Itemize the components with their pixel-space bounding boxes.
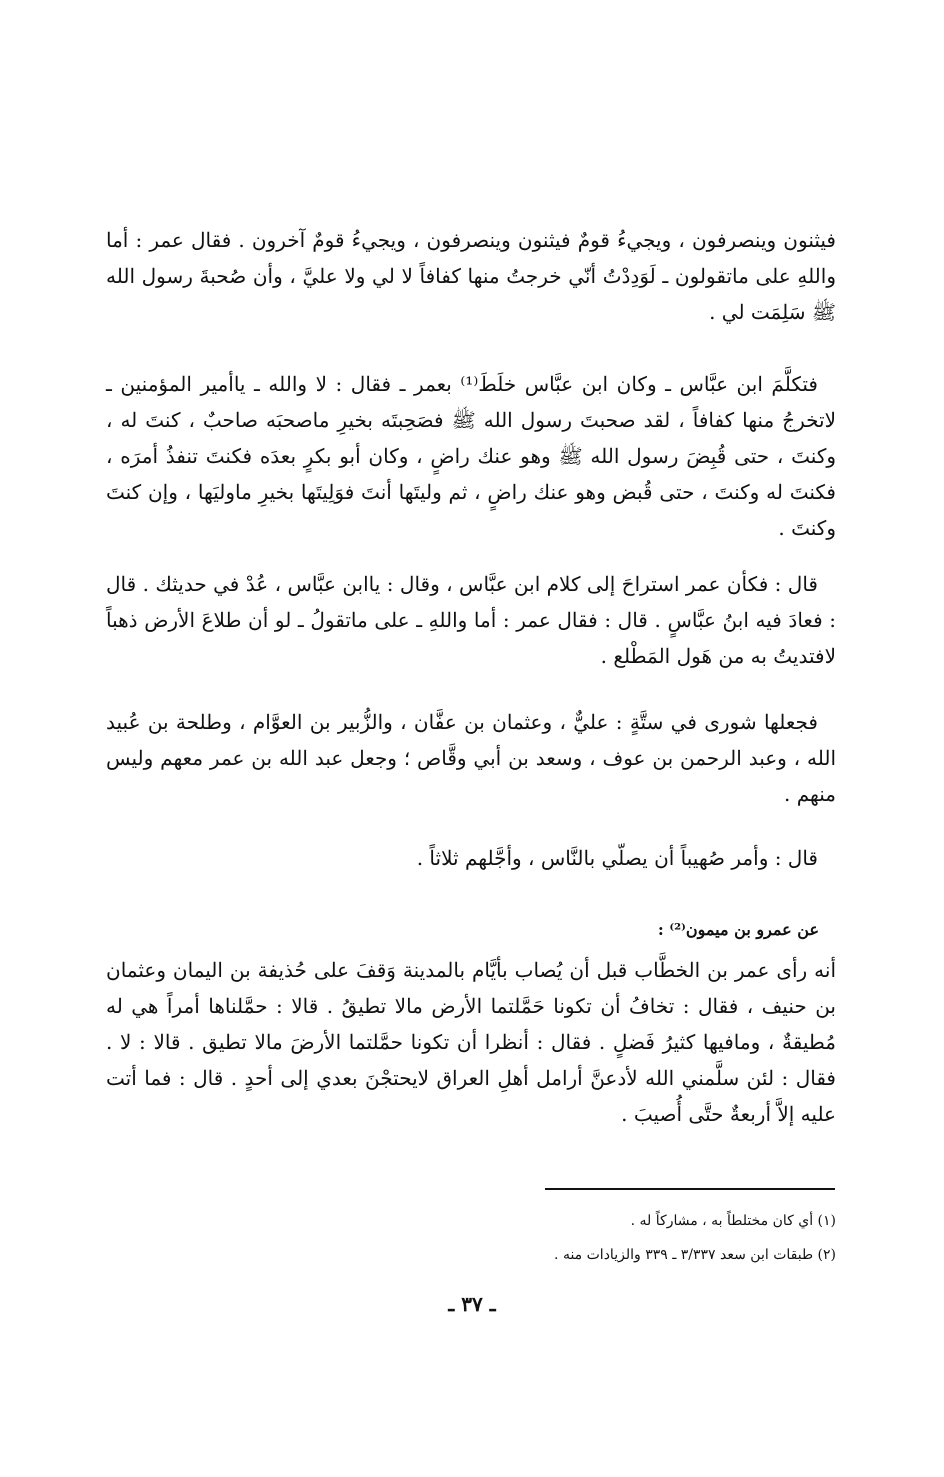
paragraph-3: قال : فكأن عمر استراحَ إلى كلام ابن عبَّاس ، وقال : ياابن عبَّاس ، عُدْ في حديثك . قال : فعادَ فيه ابنُ عبَّاسٍ . قال : فقال عمر : أما واللهِ ـ على ماتقولُ ـ لو أن طلاعَ الأرض ذهباً لافتديتُ به من هَول المَطْلع . <box>106 572 836 668</box>
footnote-divider <box>545 1188 835 1190</box>
footnote-1: (١) أي كان مختلطاً به ، مشاركاً له . <box>630 1213 836 1229</box>
section-heading: عن عمرو بن ميمون⁽²⁾ : <box>657 920 819 939</box>
main-text <box>106 222 836 330</box>
footnote-2: (٢) طبقات ابن سعد ٣/٣٣٧ ـ ٣٣٩ والزيادات منه . <box>554 1247 836 1263</box>
main-text-5 <box>106 840 836 876</box>
main-text-3 <box>106 566 836 674</box>
paragraph-1: فيثنون وينصرفون ، ويجيءُ قومٌ فيثنون وينصرفون ، ويجيءُ قومٌ آخرون . فقال عمر : أما واللهِ على ماتقولون ـ لَوَدِدْتُ أنّي خرجتُ منها كفافاً لا لي ولا عليَّ ، وأن صُحبةَ رسول الله ﷺ سَلِمَت لي . <box>106 228 836 324</box>
main-text-4 <box>106 704 836 812</box>
main-text-2 <box>106 366 836 546</box>
main-text-6 <box>106 952 836 1132</box>
paragraph-4: فجعلها شورى في ستَّةٍ : عليٌّ ، وعثمان بن عفَّان ، والزُّبير بن العوَّام ، وطلحة بن عُبيد الله ، وعبد الرحمن بن عوف ، وسعد بن أبي وقَّاص ؛ وجعل عبد الله بن عمر معهم وليس منهم . <box>106 710 836 806</box>
page-number: ـ ٣٧ ـ <box>448 1292 496 1316</box>
final-paragraph: أنه رأى عمر بن الخطَّاب قبل أن يُصاب بأيَّام بالمدينة وَقفَ على حُذيفة بن اليمان وعثمان بن حنيف ، فقال : تخافُ أن تكونا حَمَّلتما الأرض مالا تطيقُ . قالا : حمَّلناها أمراً هي له مُطيقةٌ ، ومافيها كثيرُ فَضلٍ . فقال : أنظرا أن تكونا حمَّلتما الأرضَ مالا تطيق . قالا : لا . فقال : لئن سلَّمني الله لأدعنَّ أرامل أهلِ العراق لايحتجْنَ بعدي إلى أحدٍ . قال : فما أتت عليه إلاَّ أربعةٌ حتَّى أُصيبَ . <box>106 958 836 1126</box>
paragraph-5: قال : وأمر صُهيباً أن يصلّي بالنَّاس ، وأجَّلهم ثلاثاً . <box>416 846 818 870</box>
paragraph-2: فتكلَّمَ ابن عبَّاس ـ وكان ابن عبَّاس خلَطَ⁽¹⁾ بعمر ـ فقال : لا والله ـ ياأمير المؤمنين ـ لاتخرجُ منها كفافاً ، لقد صحبتَ رسول الله ﷺ فصَحِبتَه بخيرِ ماصحبَه صاحبٌ ، كنتَ له ، وكنتَ ، حتى قُبِضَ رسول الله ﷺ وهو عنك راضٍ ، وكان أبو بكرٍ بعدَه فكنتَ تنفذُ أمرَه ، فكنتَ له وكنتَ ، حتى قُبض وهو عنك راضٍ ، ثم وليتَها أنتَ فوَلِيتَها بخيرِ ماوليَها ، وإن كنتَ وكنتَ . <box>106 372 836 540</box>
